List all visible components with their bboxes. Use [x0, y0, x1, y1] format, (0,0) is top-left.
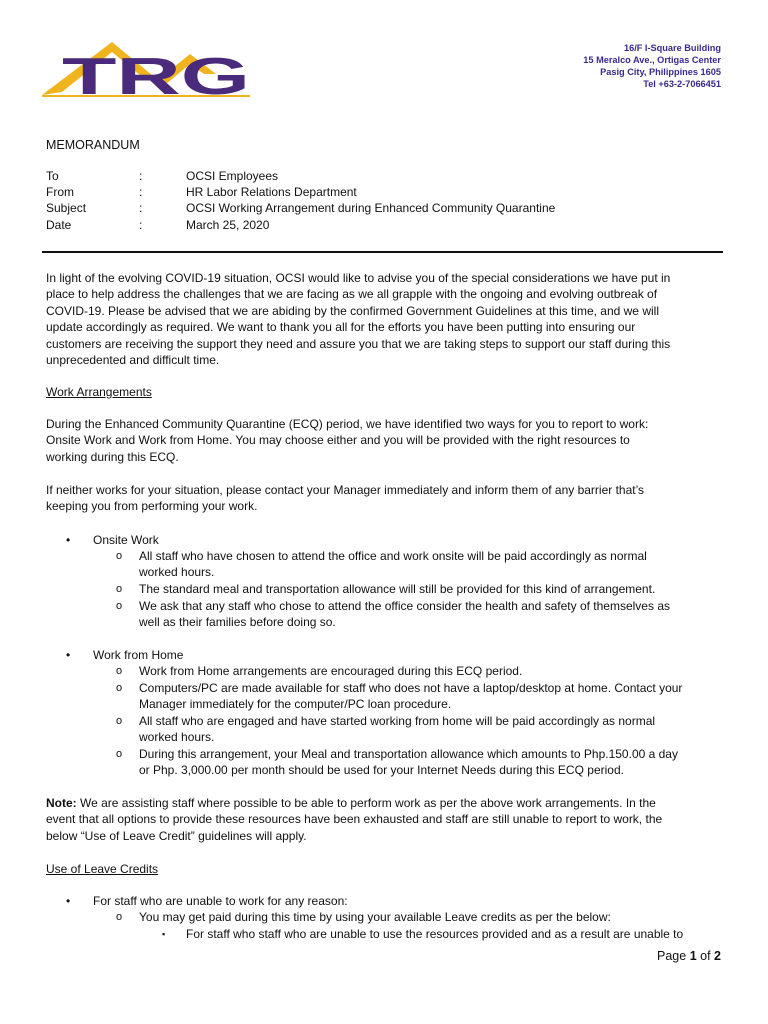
onsite-item [139, 598, 729, 631]
memo-title: MEMORANDUM [46, 138, 140, 152]
header-sep: : [139, 217, 143, 232]
wfh-item [139, 713, 729, 746]
onsite-item [139, 548, 729, 581]
company-address [583, 42, 721, 90]
note-line: below “Use of Leave Credit” guidelines will apply. [46, 828, 307, 843]
onsite-item [139, 581, 729, 597]
header-key: Subject [46, 201, 87, 216]
item-line: All staff who have chosen to attend the office and work onsite will be paid accordingly as normal [139, 549, 647, 563]
neither-paragraph [46, 482, 726, 515]
address-line: 15 Meralco Ave., Ortigas Center [583, 55, 721, 65]
sub-bullet-glyph: o [116, 665, 123, 677]
leave-bullet-text: For staff who are unable to work for any reason: [93, 894, 348, 908]
sub-bullet-glyph: o [116, 682, 123, 694]
item-line: The standard meal and transportation allowance will still be provided for this kind of arrangement. [139, 582, 656, 596]
wfh-item [139, 663, 729, 679]
total-pages: 2 [714, 949, 721, 963]
intro-line: customers are receiving the support they need and assure you that we are taking steps to support our staff during this [46, 336, 671, 351]
intro-line: unprecedented and difficult time. [46, 353, 220, 368]
address-line: Tel +63-2-7066451 [643, 79, 721, 89]
note-paragraph [46, 795, 726, 844]
header-key: Date [46, 217, 72, 232]
wfh-title: Work from Home [93, 648, 184, 662]
section-heading-leave-credits: Use of Leave Credits [46, 862, 159, 876]
onsite-work-title: Onsite Work [93, 533, 159, 547]
work-arrangements-paragraph [46, 416, 726, 465]
header-sep: : [139, 201, 143, 216]
header-key: From [46, 185, 74, 200]
bullet-glyph: • [66, 533, 71, 547]
address-line: Pasig City, Philippines 1605 [600, 67, 721, 77]
sub-bullet-glyph: o [116, 748, 123, 760]
logo-wordmark: TRG [62, 48, 250, 98]
item-line: We ask that any staff who chose to attend the office consider the health and safety of themselves as [139, 599, 670, 613]
intro-line: place to help address the challenges that we are facing as we all grapple with the ongoing and evolving outbreak of [46, 287, 658, 302]
paragraph-line: keeping you from performing your work. [46, 499, 258, 514]
sub-bullet-glyph: o [116, 600, 123, 612]
paragraph-line: Onsite Work and Work from Home. You may choose either and you will be provided with the right resources to [46, 433, 630, 448]
sub-bullet-glyph: o [116, 715, 123, 727]
intro-line: update accordingly as required. We want to thank you all for the efforts you have been putting into ensuring our [46, 320, 636, 335]
header-sep: : [139, 169, 143, 183]
sub-bullet-glyph: o [116, 911, 123, 923]
sub-bullet-glyph: o [116, 550, 123, 562]
header-value: OCSI Working Arrangement during Enhanced Community Quarantine [186, 201, 556, 216]
leave-square-item: For staff who staff who are unable to use the resources provided and as a result are unable to [186, 927, 684, 941]
item-line: Computers/PC are made available for staff who does not have a laptop/desktop at home. Contact your [139, 681, 683, 695]
of-word: of [700, 949, 711, 963]
header-value: HR Labor Relations Department [186, 185, 357, 200]
header-key: To [46, 169, 59, 183]
item-line: or Php. 3,000.00 per month should be used for your Internet Needs during this ECQ period. [139, 763, 624, 778]
paragraph-line: working during this ECQ. [46, 449, 179, 464]
note-line-first [46, 795, 726, 811]
intro-line: In light of the evolving COVID-19 situation, OCSI would like to advise you of the special considerations we have put in [46, 271, 671, 285]
intro-paragraph [46, 270, 726, 368]
note-line: We are assisting staff where possible to be able to perform work as per the above work arrangements. In the [76, 796, 656, 810]
item-line: Work from Home arrangements are encouraged during this ECQ period. [139, 664, 523, 678]
header-value: OCSI Employees [186, 169, 279, 183]
note-label: Note: [46, 796, 77, 810]
header-value: March 25, 2020 [186, 217, 270, 232]
leave-sub-item: You may get paid during this time by using your available Leave credits as per the below: [139, 910, 611, 924]
wfh-item [139, 746, 729, 779]
item-line: well as their families before doing so. [139, 615, 336, 630]
page-word: Page [657, 949, 687, 963]
section-heading-work-arrangements: Work Arrangements [46, 385, 152, 399]
trg-logo [40, 40, 252, 98]
page-number [657, 948, 721, 964]
header-divider [42, 251, 723, 253]
item-line: All staff who are engaged and have started working from home will be paid accordingly as normal [139, 714, 656, 728]
sub-bullet-glyph: o [116, 583, 123, 595]
square-bullet-glyph: ▪ [162, 929, 166, 939]
item-line: Manager immediately for the computer/PC loan procedure. [139, 697, 452, 712]
bullet-glyph: • [66, 648, 71, 662]
note-line: event that all options to provide these resources have been exhausted and staff are still unable to report to work, the [46, 812, 663, 827]
bullet-glyph: • [66, 894, 71, 908]
item-line: During this arrangement, your Meal and transportation allowance which amounts to Php.150.00 a day [139, 747, 678, 761]
wfh-item [139, 680, 729, 713]
current-page: 1 [689, 949, 697, 963]
paragraph-line: If neither works for your situation, please contact your Manager immediately and inform them of any barrier that’s [46, 483, 645, 497]
item-line: worked hours. [139, 565, 215, 580]
item-line: worked hours. [139, 730, 215, 745]
paragraph-line: During the Enhanced Community Quarantine (ECQ) period, we have identified two ways for you to report to work: [46, 417, 649, 431]
header-sep: : [139, 185, 143, 200]
address-line: 16/F I-Square Building [624, 43, 721, 53]
intro-line: COVID-19. Please be advised that we are abiding by the confirmed Government Guidelines at this time, and we will [46, 303, 659, 318]
